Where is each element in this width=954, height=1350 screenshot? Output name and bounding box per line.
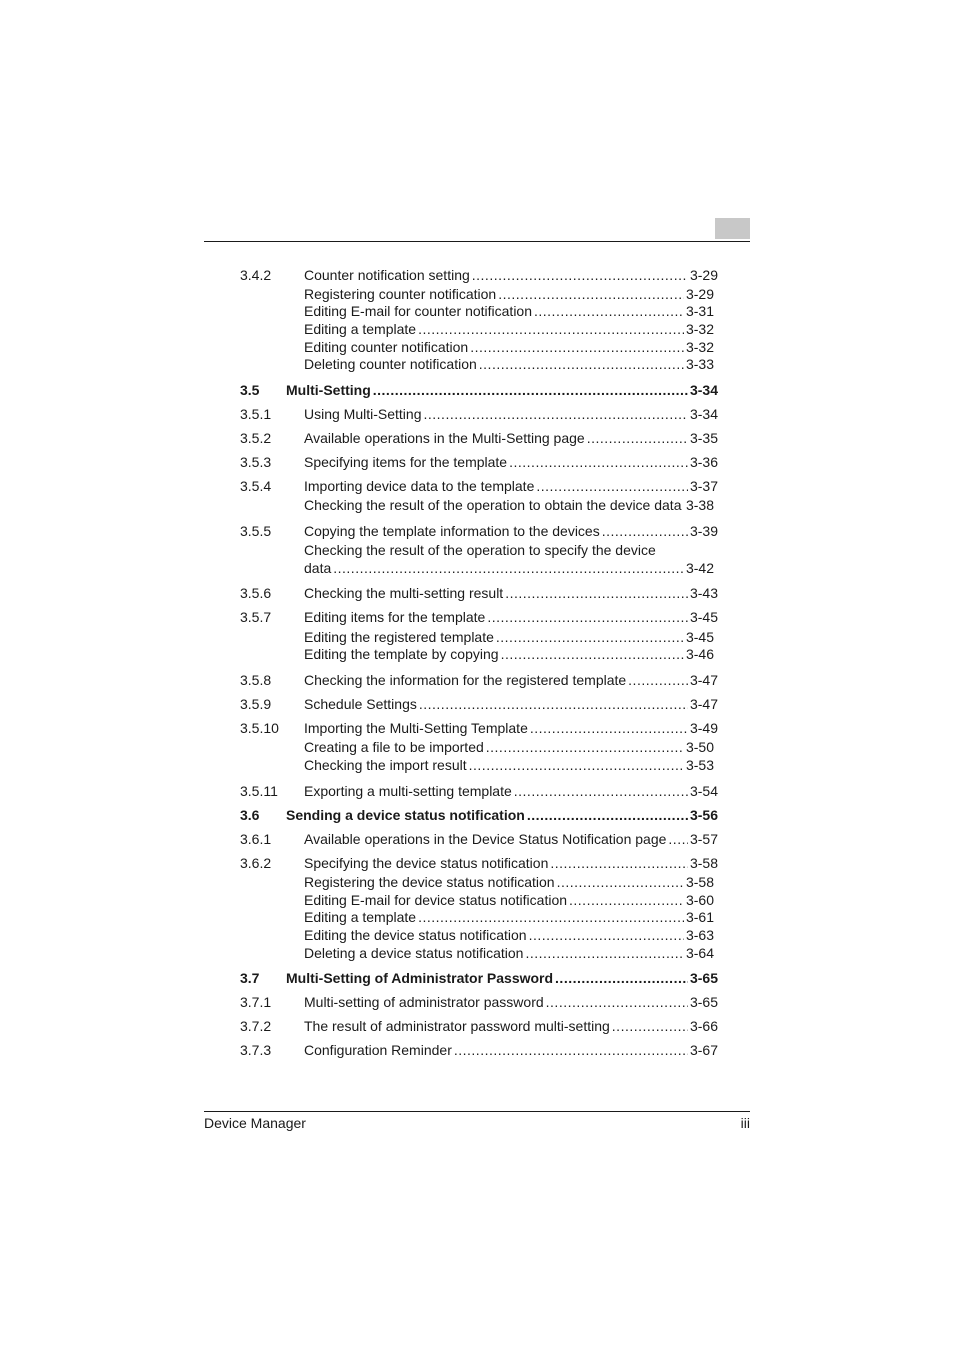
toc-entry[interactable]: [0, 830, 954, 848]
leader-dots: [525, 944, 684, 962]
toc-entry-page: 3-46: [685, 646, 714, 662]
toc-entry-title: Editing the registered template: [304, 629, 494, 645]
leader-dots: [479, 355, 684, 373]
toc-entry-number: 3.5.10: [240, 720, 279, 736]
toc-entry[interactable]: [0, 429, 954, 447]
toc-entry-page: 3-49: [689, 720, 718, 736]
toc-subentry[interactable]: [0, 302, 954, 320]
toc-entry-page: 3-60: [685, 892, 714, 908]
toc-entry-title: data: [304, 560, 332, 576]
toc-entry-page: 3-38: [685, 497, 714, 513]
toc-entry-title: Counter notification setting: [304, 267, 470, 283]
toc-entry-title: Editing items for the template: [304, 609, 486, 625]
toc-entry-page: 3-54: [689, 783, 718, 799]
toc-entry-page: 3-39: [689, 523, 718, 539]
toc-entry[interactable]: [0, 719, 954, 737]
toc-entry[interactable]: [0, 671, 954, 689]
leader-dots: [668, 830, 688, 848]
toc-entry-page: 3-64: [685, 945, 714, 961]
toc-entry-number: 3.5.9: [240, 696, 272, 712]
leader-dots: [496, 628, 684, 646]
footer-page-number: iii: [740, 1115, 750, 1131]
toc-entry-title: Multi-Setting of Administrator Password: [286, 970, 554, 986]
toc-entry-title: Multi-setting of administrator password: [304, 994, 544, 1010]
toc-subentry[interactable]: [0, 926, 954, 944]
toc-entry-title: Checking the import result: [304, 757, 467, 773]
toc-entry-page: 3-36: [689, 454, 718, 470]
toc-entry-title: Schedule Settings: [304, 696, 417, 712]
toc-entry-number: 3.5.11: [240, 783, 278, 799]
leader-dots: [486, 738, 684, 756]
toc-entry-title: Editing the device status notification: [304, 927, 527, 943]
toc-entry-number: 3.5.1: [240, 406, 272, 422]
toc-subentry[interactable]: [0, 338, 954, 356]
leader-dots: [373, 381, 688, 399]
toc-entry-number: 3.5.8: [240, 672, 272, 688]
toc-entry-title: Editing the template by copying: [304, 646, 499, 662]
toc-entry-page: 3-29: [685, 286, 714, 302]
toc-entry-title: Configuration Reminder: [304, 1042, 452, 1058]
leader-dots: [557, 873, 684, 891]
toc-entry-page: 3-43: [689, 585, 718, 601]
toc-subentry[interactable]: [0, 559, 954, 577]
toc-entry-number: 3.5.5: [240, 523, 272, 539]
toc-entry[interactable]: [0, 405, 954, 423]
leader-dots: [424, 405, 688, 423]
leader-dots: [419, 695, 688, 713]
toc-entry-number: 3.4.2: [240, 267, 272, 283]
toc-subentry[interactable]: [0, 908, 954, 926]
leader-dots: [530, 719, 688, 737]
toc-entry-title: Specifying items for the template: [304, 454, 508, 470]
toc-entry-title: Available operations in the Multi-Setting page: [304, 430, 585, 446]
toc-entry-number: 3.5.4: [240, 478, 272, 494]
toc-entry-title: Creating a file to be imported: [304, 739, 484, 755]
toc-entry-page: 3-42: [685, 560, 714, 576]
toc-entry-number: 3.5.2: [240, 430, 272, 446]
toc-entry-number: 3.6.1: [240, 831, 272, 847]
leader-dots: [628, 671, 688, 689]
toc-entry-title: Checking the result of the operation to obtain the device data: [304, 497, 682, 513]
toc-subentry[interactable]: [0, 891, 954, 909]
toc-entry-title: Checking the result of the operation to specify the device: [304, 542, 656, 558]
toc-entry-page: 3-47: [689, 672, 718, 688]
toc-entry-page: 3-47: [689, 696, 718, 712]
leader-dots: [555, 969, 688, 987]
toc-entry-title: Specifying the device status notification: [304, 855, 549, 871]
toc-entry-page: 3-34: [689, 382, 718, 398]
leader-dots: [487, 608, 688, 626]
toc-entry[interactable]: [0, 1017, 954, 1035]
toc-entry-page: 3-32: [685, 321, 714, 337]
toc-entry-page: 3-45: [689, 609, 718, 625]
toc-entry-page: 3-61: [685, 909, 714, 925]
toc-subentry[interactable]: [0, 320, 954, 338]
toc-entry-title: Available operations in the Device Status Notification page: [304, 831, 667, 847]
toc-subentry[interactable]: [0, 944, 954, 962]
leader-dots: [550, 854, 688, 872]
toc-subentry[interactable]: [0, 541, 954, 559]
toc-entry-number: 3.6.2: [240, 855, 272, 871]
toc-entry-title: Registering counter notification: [304, 286, 497, 302]
toc-entry[interactable]: [0, 266, 954, 284]
toc-entry-page: 3-67: [689, 1042, 718, 1058]
toc-entry-title: Copying the template information to the devices: [304, 523, 600, 539]
toc-entry-page: 3-65: [689, 994, 718, 1010]
toc-entry[interactable]: [0, 993, 954, 1011]
toc-entry-title: Editing a template: [304, 909, 417, 925]
leader-dots: [472, 266, 688, 284]
toc-entry-title: Editing a template: [304, 321, 417, 337]
toc-entry-page: 3-57: [689, 831, 718, 847]
toc-entry-page: 3-66: [689, 1018, 718, 1034]
toc-entry-page: 3-63: [685, 927, 714, 943]
toc-section[interactable]: [0, 806, 954, 824]
toc-entry[interactable]: [0, 584, 954, 602]
leader-dots: [418, 320, 684, 338]
toc-entry[interactable]: [0, 782, 954, 800]
leader-dots: [498, 285, 684, 303]
toc-entry[interactable]: [0, 1041, 954, 1059]
toc-entry-title: Registering the device status notification: [304, 874, 555, 890]
toc-entry-page: 3-65: [689, 970, 718, 986]
leader-dots: [529, 926, 684, 944]
leader-dots: [527, 806, 688, 824]
toc-entry-page: 3-31: [685, 303, 714, 319]
toc-entry-page: 3-53: [685, 757, 714, 773]
toc-entry-page: 3-58: [689, 855, 718, 871]
footer-rule: [204, 1111, 750, 1112]
toc-entry-title: Exporting a multi-setting template: [304, 783, 512, 799]
toc-entry[interactable]: [0, 453, 954, 471]
toc-entry-title: Checking the multi-setting result: [304, 585, 504, 601]
toc-entry[interactable]: [0, 854, 954, 872]
toc-subentry[interactable]: [0, 628, 954, 646]
leader-dots: [509, 453, 688, 471]
leader-dots: [534, 302, 684, 320]
toc-subentry[interactable]: [0, 873, 954, 891]
toc-entry-title: Editing E-mail for device status notification: [304, 892, 568, 908]
toc-entry-title: Checking the information for the registered template: [304, 672, 627, 688]
toc-entry-title: Using Multi-Setting: [304, 406, 422, 422]
toc-subentry[interactable]: [0, 645, 954, 663]
toc-entry-number: 3.7: [240, 970, 260, 986]
leader-dots: [469, 756, 684, 774]
toc-section[interactable]: [0, 381, 954, 399]
toc-entry-title: Editing E-mail for counter notification: [304, 303, 532, 319]
toc-entry-page: 3-29: [689, 267, 718, 283]
toc-entry-title: Deleting counter notification: [304, 356, 477, 372]
leader-dots: [546, 993, 688, 1011]
toc-entry[interactable]: [0, 477, 954, 495]
toc-entry-page: 3-35: [689, 430, 718, 446]
leader-dots: [569, 891, 684, 909]
leader-dots: [602, 522, 688, 540]
toc-section[interactable]: [0, 969, 954, 987]
leader-dots: [536, 477, 688, 495]
toc-entry-title: Importing the Multi-Setting Template: [304, 720, 528, 736]
toc-entry-page: 3-34: [689, 406, 718, 422]
toc-entry[interactable]: [0, 522, 954, 540]
toc-entry-number: 3.7.1: [240, 994, 272, 1010]
toc-entry-title: Deleting a device status notification: [304, 945, 524, 961]
leader-dots: [612, 1017, 688, 1035]
leader-dots: [587, 429, 688, 447]
toc-subentry[interactable]: [0, 756, 954, 774]
footer-product-name: Device Manager: [204, 1115, 306, 1131]
toc-entry-page: 3-50: [685, 739, 714, 755]
leader-dots: [333, 559, 684, 577]
toc-entry-title: The result of administrator password multi-setting: [304, 1018, 610, 1034]
leader-dots: [505, 584, 688, 602]
toc-entry-number: 3.5.3: [240, 454, 272, 470]
toc-entry-number: 3.6: [240, 807, 260, 823]
toc-entry[interactable]: [0, 608, 954, 626]
leader-dots: [454, 1041, 688, 1059]
leader-dots: [501, 645, 684, 663]
toc-subentry[interactable]: [0, 285, 954, 303]
toc-entry-page: 3-45: [685, 629, 714, 645]
toc-entry-title: Multi-Setting: [286, 382, 371, 398]
toc-entry-title: Importing device data to the template: [304, 478, 535, 494]
toc-entry-number: 3.5.6: [240, 585, 272, 601]
toc-entry-number: 3.5: [240, 382, 260, 398]
toc-entry-title: Sending a device status notification: [286, 807, 525, 823]
leader-dots: [470, 338, 684, 356]
toc-entry-page: 3-32: [685, 339, 714, 355]
toc-subentry[interactable]: [0, 496, 954, 514]
toc-entry-number: 3.7.2: [240, 1018, 272, 1034]
toc-entry-number: 3.7.3: [240, 1042, 272, 1058]
toc-entry[interactable]: [0, 695, 954, 713]
leader-dots: [514, 782, 688, 800]
toc-subentry[interactable]: [0, 355, 954, 373]
toc-entry-page: 3-33: [685, 356, 714, 372]
toc-entry-number: 3.5.7: [240, 609, 272, 625]
toc-entry-page: 3-56: [689, 807, 718, 823]
toc-entry-title: Editing counter notification: [304, 339, 469, 355]
leader-dots: [418, 908, 684, 926]
toc-entry-page: 3-58: [685, 874, 714, 890]
toc-entry-page: 3-37: [689, 478, 718, 494]
toc-subentry[interactable]: [0, 738, 954, 756]
